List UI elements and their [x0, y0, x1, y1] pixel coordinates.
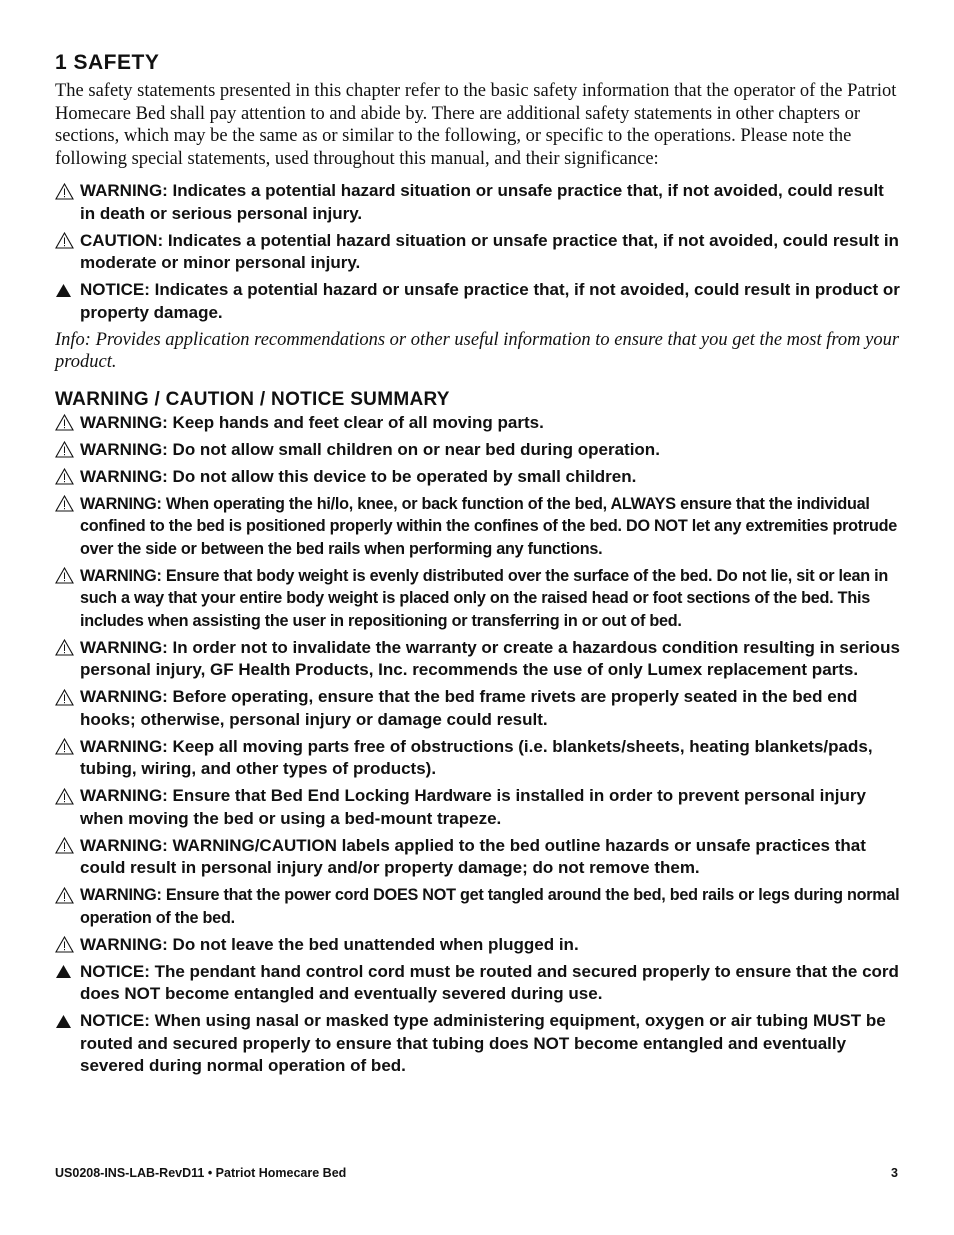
- summary-item: [55, 934, 900, 957]
- summary-list: [55, 412, 900, 1078]
- summary-item: [55, 637, 900, 682]
- summary-item-text: WARNING: Do not leave the bed unattended when plugged in.: [80, 934, 579, 954]
- warning-triangle-icon: [55, 934, 80, 957]
- warning-triangle-icon: [55, 230, 80, 253]
- info-paragraph: Info: Provides application recommendations or other useful information to ensure that you get the most from your product.: [55, 329, 900, 372]
- summary-item: [55, 835, 900, 880]
- summary-item: [55, 493, 900, 561]
- summary-item-text: WARNING: Ensure that Bed End Locking Hardware is installed in order to prevent personal injury when moving the bed or using a bed-mount trapeze.: [80, 786, 866, 828]
- warning-triangle-icon: [55, 736, 80, 759]
- definition-text: WARNING: Indicates a potential hazard situation or unsafe practice that, if not avoided, could result in death or serious personal injury.: [80, 181, 884, 223]
- summary-item-text: WARNING: WARNING/CAUTION labels applied to the bed outline hazards or unsafe practices that could result in personal injury and/or property damage; do not remove them.: [80, 835, 866, 877]
- notice-triangle-icon: [55, 961, 80, 984]
- summary-item-text: WARNING: Before operating, ensure that the bed frame rivets are properly seated in the bed end hooks; otherwise, personal injury or damage could result.: [80, 687, 858, 729]
- notice-triangle-icon: [55, 1010, 80, 1033]
- summary-item-text: WARNING: Do not allow small children on or near bed during operation.: [80, 439, 660, 459]
- summary-heading: WARNING / CAUTION / NOTICE SUMMARY: [55, 388, 450, 410]
- summary-item: [55, 565, 900, 633]
- summary-item-text: NOTICE: The pendant hand control cord must be routed and secured properly to ensure that the cord does NOT become entangled and eventually severed during use.: [80, 961, 899, 1003]
- summary-item-text: WARNING: When operating the hi/lo, knee, or back function of the bed, ALWAYS ensure that the individual confined to the bed is positioned properly within the confines of the bed. DO NOT let any extremities protrude over the side or between the bed rails when performing any functions.: [80, 494, 898, 558]
- warning-triangle-icon: [55, 439, 80, 462]
- page-content: [55, 50, 900, 1082]
- summary-item-text: WARNING: Keep all moving parts free of obstructions (i.e. blankets/sheets, heating blankets/pads, tubing, wiring, and other types of products).: [80, 736, 873, 778]
- summary-item-text: NOTICE: When using nasal or masked type administering equipment, oxygen or air tubing MUST be routed and secured properly to ensure that tubing does NOT become entangled and eventually severed during normal operation of bed.: [80, 1011, 886, 1075]
- warning-triangle-icon: [55, 835, 80, 858]
- summary-item: [55, 961, 900, 1006]
- summary-item: [55, 884, 900, 929]
- summary-item: [55, 412, 900, 435]
- summary-item: [55, 1010, 900, 1078]
- footer-page-number: 3: [891, 1166, 898, 1180]
- intro-paragraph: The safety statements presented in this chapter refer to the basic safety information that the operator of the Patriot Homecare Bed shall pay attention to and abide by. There are additional safety statements in other chapters or sections, which may be the same as or similar to the following, or specific to the operations. Please note the following special statements, used throughout this manual, and their significance:: [55, 81, 897, 169]
- summary-item: [55, 439, 900, 462]
- summary-item: [55, 785, 900, 830]
- section-heading: 1 SAFETY: [55, 51, 160, 74]
- footer-doc-id: US0208-INS-LAB-RevD11 • Patriot Homecare Bed: [55, 1166, 347, 1180]
- definition-notice: [55, 279, 900, 324]
- summary-item-text: WARNING: In order not to invalidate the warranty or create a hazardous condition resulting in serious personal injury, GF Health Products, Inc. recommends the use of only Lumex replacement parts.: [80, 637, 900, 679]
- warning-triangle-icon: [55, 785, 80, 808]
- definition-caution: [55, 230, 900, 275]
- summary-item-text: WARNING: Ensure that body weight is evenly distributed over the surface of the bed. Do not lie, sit or lean in such a way that your entire body weight is placed only on the raised head or foot sections of the bed. This includes when assisting the user in repositioning or transferring in or out of bed.: [80, 566, 889, 630]
- warning-triangle-icon: [55, 466, 80, 489]
- definitions-list: [55, 180, 900, 324]
- warning-triangle-icon: [55, 565, 80, 588]
- definition-text: CAUTION: Indicates a potential hazard situation or unsafe practice that, if not avoided, could result in moderate or minor personal injury.: [80, 230, 899, 272]
- summary-item-text: WARNING: Keep hands and feet clear of all moving parts.: [80, 412, 544, 432]
- notice-triangle-icon: [55, 279, 80, 302]
- warning-triangle-icon: [55, 412, 80, 435]
- summary-item: [55, 466, 900, 489]
- definition-warning: [55, 180, 900, 225]
- definition-text: NOTICE: Indicates a potential hazard or unsafe practice that, if not avoided, could result in product or property damage.: [80, 280, 900, 322]
- summary-item-text: WARNING: Do not allow this device to be operated by small children.: [80, 466, 637, 486]
- page-footer: [55, 1166, 898, 1180]
- warning-triangle-icon: [55, 686, 80, 709]
- warning-triangle-icon: [55, 180, 80, 203]
- summary-item: [55, 736, 900, 781]
- summary-item-text: WARNING: Ensure that the power cord DOES NOT get tangled around the bed, bed rails or legs during normal operation of the bed.: [80, 886, 900, 927]
- warning-triangle-icon: [55, 637, 80, 660]
- warning-triangle-icon: [55, 493, 80, 516]
- warning-triangle-icon: [55, 884, 80, 907]
- summary-item: [55, 686, 900, 731]
